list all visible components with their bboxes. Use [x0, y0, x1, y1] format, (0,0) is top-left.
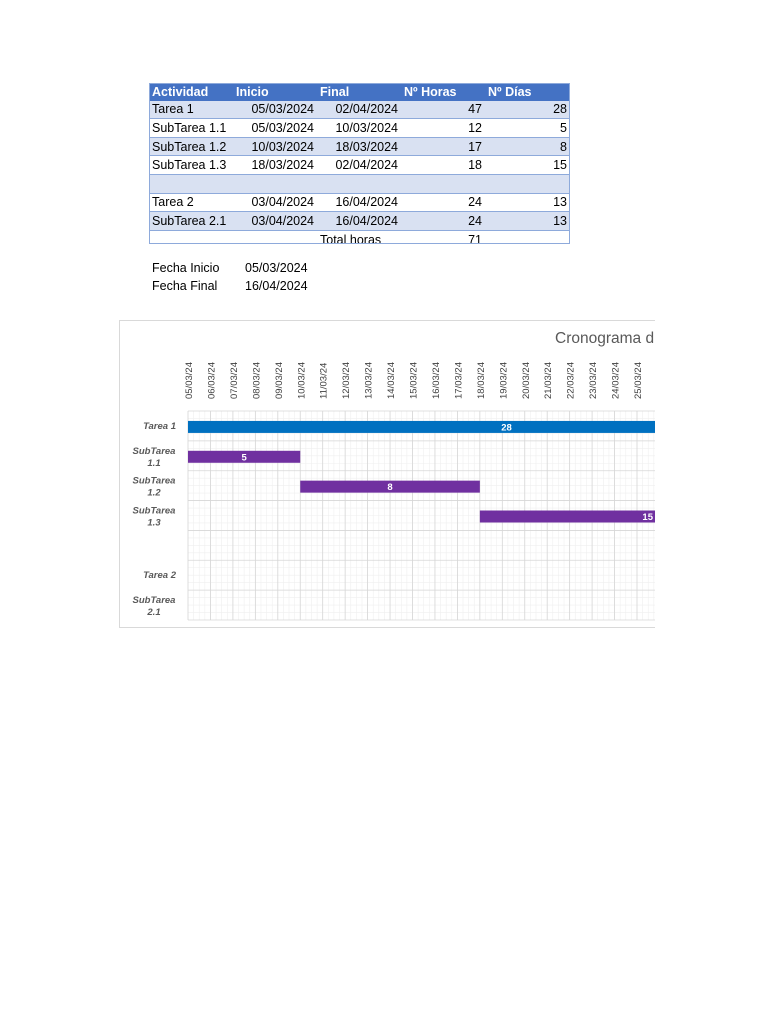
x-tick-label: 14/03/24: [386, 362, 398, 399]
total-row: [149, 230, 570, 248]
bar-data-label: 15: [642, 512, 653, 523]
cell-empty[interactable]: [233, 230, 317, 248]
x-tick-label: 19/03/24: [498, 362, 510, 399]
table-row: [149, 193, 570, 212]
y-category-label: 2.1: [147, 607, 161, 619]
cell-inicio[interactable]: 18/03/2024: [233, 156, 317, 175]
table-row: [149, 101, 570, 119]
bar-data-label: 28: [501, 422, 512, 434]
cell-actividad[interactable]: SubTarea 1.2: [149, 137, 233, 156]
date-summary: [152, 261, 308, 296]
y-category-label: 1.3: [147, 517, 161, 529]
x-tick-label: 06/03/24: [206, 362, 218, 399]
cell-empty[interactable]: [485, 230, 570, 248]
cell-final[interactable]: [317, 174, 401, 193]
cell-actividad[interactable]: Tarea 2: [149, 193, 233, 212]
gantt-svg: [120, 321, 655, 627]
x-tick-label: 12/03/24: [341, 362, 353, 399]
cell-dias[interactable]: 13: [485, 212, 570, 231]
bar-data-label: 8: [387, 482, 393, 494]
header-horas[interactable]: Nº Horas: [401, 83, 485, 101]
cell-horas[interactable]: 12: [401, 119, 485, 138]
cell-final[interactable]: 10/03/2024: [317, 119, 401, 138]
y-category-label: SubTarea: [132, 445, 176, 457]
x-tick-label: 13/03/24: [363, 362, 375, 399]
x-tick-label: 24/03/24: [610, 362, 622, 399]
total-value[interactable]: 71: [401, 230, 485, 248]
cell-horas[interactable]: 24: [401, 193, 485, 212]
cell-dias[interactable]: 5: [485, 119, 570, 138]
y-category-label: 1.1: [147, 457, 161, 469]
cell-actividad[interactable]: Tarea 1: [149, 101, 233, 119]
cell-dias[interactable]: 8: [485, 137, 570, 156]
x-tick-label: 10/03/24: [296, 362, 308, 399]
cell-actividad[interactable]: SubTarea 2.1: [149, 212, 233, 231]
cell-dias[interactable]: 13: [485, 193, 570, 212]
bar-data-label: 5: [241, 452, 247, 464]
y-category-label: SubTarea: [132, 595, 176, 607]
x-tick-label: 22/03/24: [565, 362, 577, 399]
cell-final[interactable]: 16/04/2024: [317, 193, 401, 212]
cell-final[interactable]: 16/04/2024: [317, 212, 401, 231]
table-row: [149, 137, 570, 156]
cell-actividad[interactable]: SubTarea 1.1: [149, 119, 233, 138]
cell-final[interactable]: 02/04/2024: [317, 101, 401, 119]
cell-inicio[interactable]: 05/03/2024: [233, 101, 317, 119]
cell-inicio[interactable]: 03/04/2024: [233, 193, 317, 212]
gantt-chart[interactable]: [119, 320, 655, 628]
cell-dias[interactable]: [485, 174, 570, 193]
table-row: [149, 119, 570, 138]
end-date-row: [152, 279, 308, 297]
start-date-row: [152, 261, 308, 279]
cell-inicio[interactable]: [233, 174, 317, 193]
header-actividad[interactable]: Actividad: [149, 83, 233, 101]
table-row: [149, 212, 570, 231]
cell-horas[interactable]: 47: [401, 101, 485, 119]
cell-inicio[interactable]: 05/03/2024: [233, 119, 317, 138]
cell-actividad[interactable]: [149, 174, 233, 193]
cell-dias[interactable]: 15: [485, 156, 570, 175]
gantt-bar: [188, 421, 655, 433]
y-category-label: 1.2: [147, 487, 161, 499]
x-tick-label: 07/03/24: [228, 362, 240, 399]
cell-inicio[interactable]: 03/04/2024: [233, 212, 317, 231]
x-tick-label: 25/03/24: [633, 362, 644, 399]
y-category-label: Tarea 2: [143, 570, 176, 582]
y-category-label: SubTarea: [132, 505, 176, 517]
x-tick-label: 20/03/24: [520, 362, 532, 399]
start-date-label[interactable]: Fecha Inicio: [152, 261, 220, 275]
cell-final[interactable]: 02/04/2024: [317, 156, 401, 175]
header-inicio[interactable]: Inicio: [233, 83, 317, 101]
end-date-label[interactable]: Fecha Final: [152, 278, 218, 293]
cell-horas[interactable]: [401, 174, 485, 193]
x-tick-label: 05/03/24: [184, 362, 195, 399]
x-tick-label: 16/03/24: [430, 362, 442, 399]
cell-empty[interactable]: [149, 230, 233, 248]
table-row: [149, 156, 570, 175]
header-dias[interactable]: Nº Días: [485, 83, 570, 101]
cell-horas[interactable]: 17: [401, 137, 485, 156]
x-tick-label: 15/03/24: [408, 362, 420, 399]
chart-title: Cronograma d: [555, 330, 655, 347]
cell-inicio[interactable]: 10/03/2024: [233, 137, 317, 156]
cell-actividad[interactable]: SubTarea 1.3: [149, 156, 233, 175]
cell-dias[interactable]: 28: [485, 101, 570, 119]
y-category-label: SubTarea: [132, 475, 176, 487]
x-tick-label: 11/03/24: [318, 362, 330, 399]
cell-horas[interactable]: 24: [401, 212, 485, 231]
end-date-value[interactable]: 16/04/2024: [245, 278, 308, 293]
x-tick-label: 21/03/24: [543, 362, 555, 399]
start-date-value[interactable]: 05/03/2024: [245, 261, 308, 275]
x-tick-label: 18/03/24: [475, 362, 487, 399]
gantt-bar: [480, 511, 655, 523]
x-tick-label: 08/03/24: [251, 362, 263, 399]
x-tick-label: 17/03/24: [453, 362, 465, 399]
activity-table: [149, 83, 570, 248]
table-header-row: [149, 83, 570, 101]
x-tick-label: 09/03/24: [273, 362, 285, 399]
cell-horas[interactable]: 18: [401, 156, 485, 175]
table-row: [149, 174, 570, 193]
y-category-label: Tarea 1: [143, 420, 176, 432]
header-final[interactable]: Final: [317, 83, 401, 101]
total-label[interactable]: Total horas: [317, 230, 401, 248]
x-tick-label: 23/03/24: [588, 362, 600, 399]
cell-final[interactable]: 18/03/2024: [317, 137, 401, 156]
